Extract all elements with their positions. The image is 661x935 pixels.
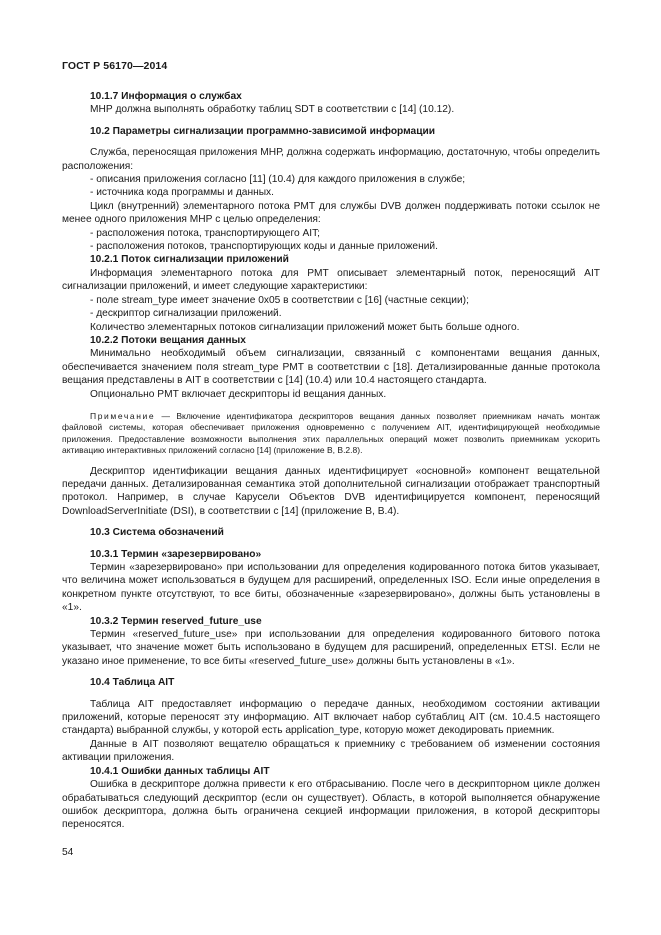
heading-10-3-1: 10.3.1 Термин «зарезервировано» xyxy=(90,548,262,560)
paragraph: Служба, переносящая приложения МНР, должна содержать информацию, достаточную, чтобы определить расположения: xyxy=(62,147,600,172)
heading-10-2-1: 10.2.1 Поток сигнализации приложений xyxy=(90,254,289,266)
paragraph: Термин «зарезервировано» при использовании для определения кодированного потока битов указывает, что величина может использоваться в будущем для расширений, определенных ISO. Если иные определения в конкретном пункте отсутствуют, то все биты, обозначенные «зарезервировано», должны быть установлены в «1». xyxy=(62,562,600,614)
paragraph: Ошибка в дескрипторе должна привести к его отбрасыванию. После чего в дескрипторном цикле должен обрабатываться следующий дескриптор (если он существует). Область, в которой выполняется обнаружение ошибок дескриптора, должна быть ограничена секцией информации приложения, в которой дескрипторы переносятся. xyxy=(62,779,600,831)
heading-10-4: 10.4 Таблица AIT xyxy=(90,677,175,689)
paragraph: МНР должна выполнять обработку таблиц SDT в соответствии с [14] (10.12). xyxy=(90,104,455,116)
paragraph: Данные в AIT позволяют вещателю обращаться к приемнику с требованием об изменении состояния активации приложения. xyxy=(62,738,600,764)
note xyxy=(62,411,600,457)
paragraph: Минимально необходимый объем сигнализации, связанный с компонентами вещания данных, обеспечивается значением поля stream_type PMT в соответствии с [18]. Детализированные данные протокола вещания представлены в AIT в соответствии с [14] (10.4) или 10.4 настоящего стандарта. xyxy=(62,348,600,387)
list-item: - описания приложения согласно [11] (10.4) для каждого приложения в службе; xyxy=(90,174,466,186)
paragraph: Таблица AIT предоставляет информацию о передаче данных, необходимом состоянии активации приложений, которые переносят эту информацию. AIT включает набор субтаблиц AIT (см. 10.4.5 настоящего стандарта) выбранной службы, у которой есть application_type, которую может декодировать приемник. xyxy=(62,698,600,737)
paragraph: Опционально PMT включает дескрипторы id вещания данных. xyxy=(90,388,387,400)
paragraph: Дескриптор идентификации вещания данных идентифицирует «основной» компонент вещательной передачи данных. Детализированная семантика этой дополнительной сигнализации отображает транспортный протокол. Например, в случае Карусели Объектов DVB идентифицируется компонент, переносящий DownloadServerInitiate (DSI), в соответствии с [14] (приложение В, В.4). xyxy=(62,465,600,517)
page-body xyxy=(62,90,600,832)
page-number: 54 xyxy=(62,847,74,858)
list-item: - источника кода программы и данных. xyxy=(90,187,274,199)
heading-10-4-1: 10.4.1 Ошибки данных таблицы AIT xyxy=(90,765,270,777)
list-item: - дескриптор сигнализации приложений. xyxy=(90,308,282,320)
heading-10-2-2: 10.2.2 Потоки вещания данных xyxy=(90,334,246,346)
heading-10-3: 10.3 Система обозначений xyxy=(90,527,224,539)
list-item: - расположения потока, транспортирующего AIT; xyxy=(90,227,320,239)
note-label: Примечание xyxy=(90,410,156,421)
heading-10-1-7: 10.1.7 Информация о службах xyxy=(90,91,242,102)
list-item: - поле stream_type имеет значение 0x05 в соответствии с [16] (частные секции); xyxy=(90,294,469,306)
paragraph: Термин «reserved_future_use» при использовании для определения кодированного битового потока указывает, что значение может быть использовано в будущем для расширений, определенных ETSI. Если не указано иное применение, то все биты «reserved_future_use» должны быть установлены в «1». xyxy=(62,629,600,667)
paragraph: Цикл (внутренний) элементарного потока PMT для службы DVB должен поддерживать потоки ссылок не менее одного приложения МНР с целью определения: xyxy=(62,200,600,226)
note-text: — Включение идентификатора дескрипторов вещания данных позволяет приемникам начать монтаж файловой системы, которая обеспечивает приложения одновременно с получением AIT, идентифицирующей необходимые приложения. Предоставление возможности выполнения этих параллельных операций может позволить приемникам ускорить активацию интерактивных приложений согласно [14] (приложение В, В.2.8). xyxy=(62,410,600,456)
list-item: - расположения потоков, транспортирующих коды и данные приложений. xyxy=(90,241,438,253)
heading-10-2: 10.2 Параметры сигнализации программно-зависимой информации xyxy=(90,125,435,137)
standard-header: ГОСТ Р 56170—2014 xyxy=(62,60,168,72)
paragraph: Количество элементарных потоков сигнализации приложений может быть больше одного. xyxy=(90,321,520,333)
heading-10-3-2: 10.3.2 Термин reserved_future_use xyxy=(90,615,262,627)
paragraph: Информация элементарного потока для PMT описывает элементарный поток, переносящий AIT сигнализации приложений, и имеет следующие характеристики: xyxy=(62,267,600,293)
